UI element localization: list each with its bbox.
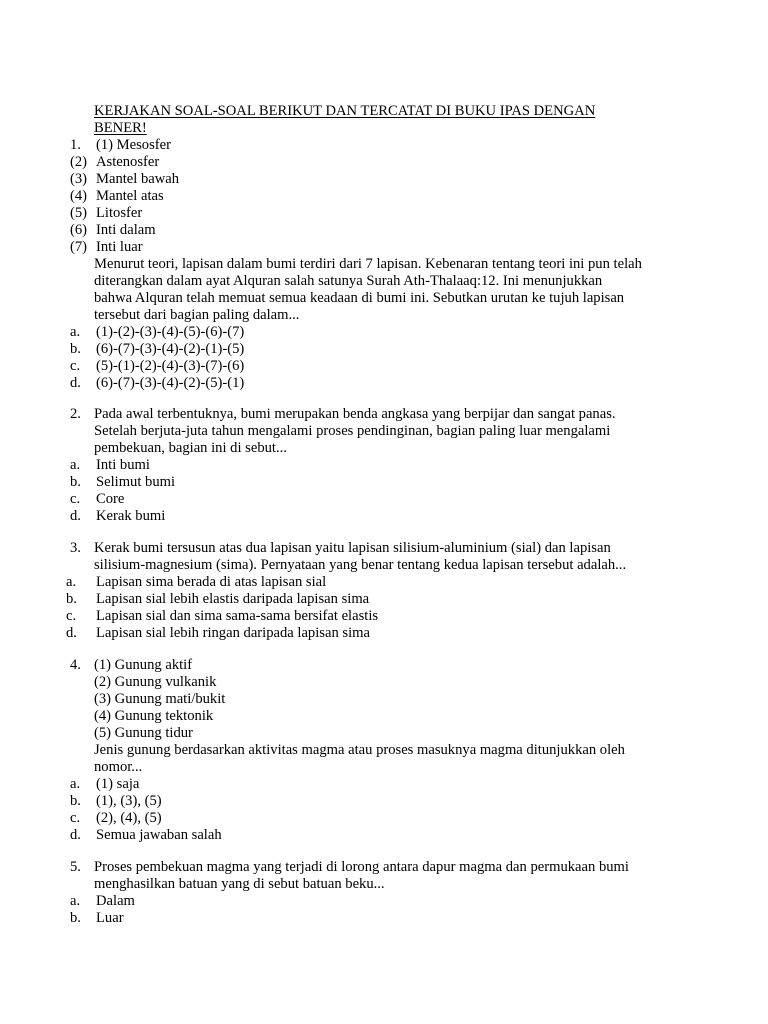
layer-item: Litosfer bbox=[96, 205, 143, 221]
question-text-line: Setelah berjuta-juta tahun mengalami proses pendinginan, bagian paling luar mengalami bbox=[94, 423, 611, 439]
option-text: (6)-(7)-(3)-(4)-(2)-(1)-(5) bbox=[96, 341, 245, 357]
question-number: 4. bbox=[70, 657, 81, 673]
mountain-item: (2) Gunung vulkanik bbox=[94, 674, 217, 690]
question-text-line: bahwa Alquran telah memuat semua keadaan di bumi ini. Sebutkan urutan ke tujuh lapisan bbox=[94, 290, 625, 306]
option-text: (1)-(2)-(3)-(4)-(5)-(6)-(7) bbox=[96, 324, 245, 340]
question-text-line: silisium-magnesium (sima). Pernyataan yang benar tentang kedua lapisan tersebut adalah... bbox=[94, 557, 627, 573]
option-text: Selimut bumi bbox=[96, 474, 176, 490]
option-letter: a. bbox=[70, 457, 81, 473]
option-text: Lapisan sial lebih ringan daripada lapisan sima bbox=[96, 625, 370, 641]
question-text-line: diterangkan dalam ayat Alquran salah satunya Surah Ath-Thalaaq:12. Ini menunjukkan bbox=[94, 273, 603, 289]
question-number: 2. bbox=[70, 406, 81, 422]
layer-marker: (6) bbox=[70, 222, 88, 238]
question-number: 3. bbox=[70, 540, 81, 556]
instruction-heading-line-1: KERJAKAN SOAL-SOAL BERIKUT DAN TERCATAT DI BUKU IPAS DENGAN bbox=[94, 103, 596, 119]
layer-item: (1) Mesosfer bbox=[96, 137, 171, 153]
layer-item: Inti dalam bbox=[96, 222, 156, 238]
option-text: (2), (4), (5) bbox=[96, 810, 162, 826]
layer-marker: (4) bbox=[70, 188, 88, 204]
layer-item: Astenosfer bbox=[96, 154, 160, 170]
option-letter: a. bbox=[70, 324, 81, 340]
option-text: Lapisan sial dan sima sama-sama bersifat elastis bbox=[96, 608, 379, 624]
option-letter: b. bbox=[66, 591, 77, 607]
option-letter: a. bbox=[70, 776, 81, 792]
option-text: (5)-(1)-(2)-(4)-(3)-(7)-(6) bbox=[96, 358, 245, 374]
question-number: 1. bbox=[70, 137, 81, 153]
question-number: 5. bbox=[70, 859, 81, 875]
option-text: Semua jawaban salah bbox=[96, 827, 222, 843]
option-letter: a. bbox=[70, 893, 81, 909]
option-letter: a. bbox=[66, 574, 77, 590]
layer-marker: (5) bbox=[70, 205, 88, 221]
option-text: Lapisan sial lebih elastis daripada lapisan sima bbox=[96, 591, 370, 607]
option-letter: d. bbox=[70, 508, 81, 524]
option-letter: d. bbox=[66, 625, 77, 641]
question-text-line: nomor... bbox=[94, 759, 143, 775]
option-letter: c. bbox=[70, 358, 81, 374]
option-letter: d. bbox=[70, 827, 81, 843]
option-text: Dalam bbox=[96, 893, 135, 909]
option-text: (1) saja bbox=[96, 776, 140, 792]
layer-item: Mantel bawah bbox=[96, 171, 180, 187]
mountain-item: (1) Gunung aktif bbox=[94, 657, 193, 673]
option-text: Luar bbox=[96, 910, 124, 926]
question-text-line: Kerak bumi tersusun atas dua lapisan yaitu lapisan silisium-aluminium (sial) dan lapisan bbox=[94, 540, 611, 556]
option-text: Kerak bumi bbox=[96, 508, 166, 524]
layer-marker: (7) bbox=[70, 239, 88, 255]
layer-item: Mantel atas bbox=[96, 188, 164, 204]
mountain-item: (3) Gunung mati/bukit bbox=[94, 691, 226, 707]
question-text-line: Proses pembekuan magma yang terjadi di lorong antara dapur magma dan permukaan bumi bbox=[94, 859, 629, 875]
question-text-line: Pada awal terbentuknya, bumi merupakan benda angkasa yang berpijar dan sangat panas. bbox=[94, 406, 616, 422]
instruction-heading-line-2: BENER! bbox=[94, 120, 147, 136]
layer-marker: (3) bbox=[70, 171, 88, 187]
question-text-line: pembekuan, bagian ini di sebut... bbox=[94, 440, 287, 456]
option-letter: c. bbox=[70, 810, 81, 826]
option-text: (6)-(7)-(3)-(4)-(2)-(5)-(1) bbox=[96, 375, 245, 391]
mountain-item: (4) Gunung tektonik bbox=[94, 708, 214, 724]
option-letter: c. bbox=[70, 491, 81, 507]
layer-item: Inti luar bbox=[96, 239, 143, 255]
option-text: Inti bumi bbox=[96, 457, 150, 473]
mountain-item: (5) Gunung tidur bbox=[94, 725, 193, 741]
option-letter: b. bbox=[70, 474, 81, 490]
option-text: Lapisan sima berada di atas lapisan sial bbox=[96, 574, 327, 590]
option-letter: b. bbox=[70, 341, 81, 357]
option-text: (1), (3), (5) bbox=[96, 793, 162, 809]
option-text: Core bbox=[96, 491, 125, 507]
question-text-line: Jenis gunung berdasarkan aktivitas magma atau proses masuknya magma ditunjukkan oleh bbox=[94, 742, 625, 758]
question-text-line: Menurut teori, lapisan dalam bumi terdiri dari 7 lapisan. Kebenaran tentang teori ini pun telah bbox=[94, 256, 642, 272]
option-letter: d. bbox=[70, 375, 81, 391]
option-letter: b. bbox=[70, 793, 81, 809]
question-text-line: tersebut dari bagian paling dalam... bbox=[94, 307, 300, 323]
option-letter: b. bbox=[70, 910, 81, 926]
layer-marker: (2) bbox=[70, 154, 88, 170]
option-letter: c. bbox=[66, 608, 77, 624]
question-text-line: menghasilkan batuan yang di sebut batuan beku... bbox=[94, 876, 385, 892]
